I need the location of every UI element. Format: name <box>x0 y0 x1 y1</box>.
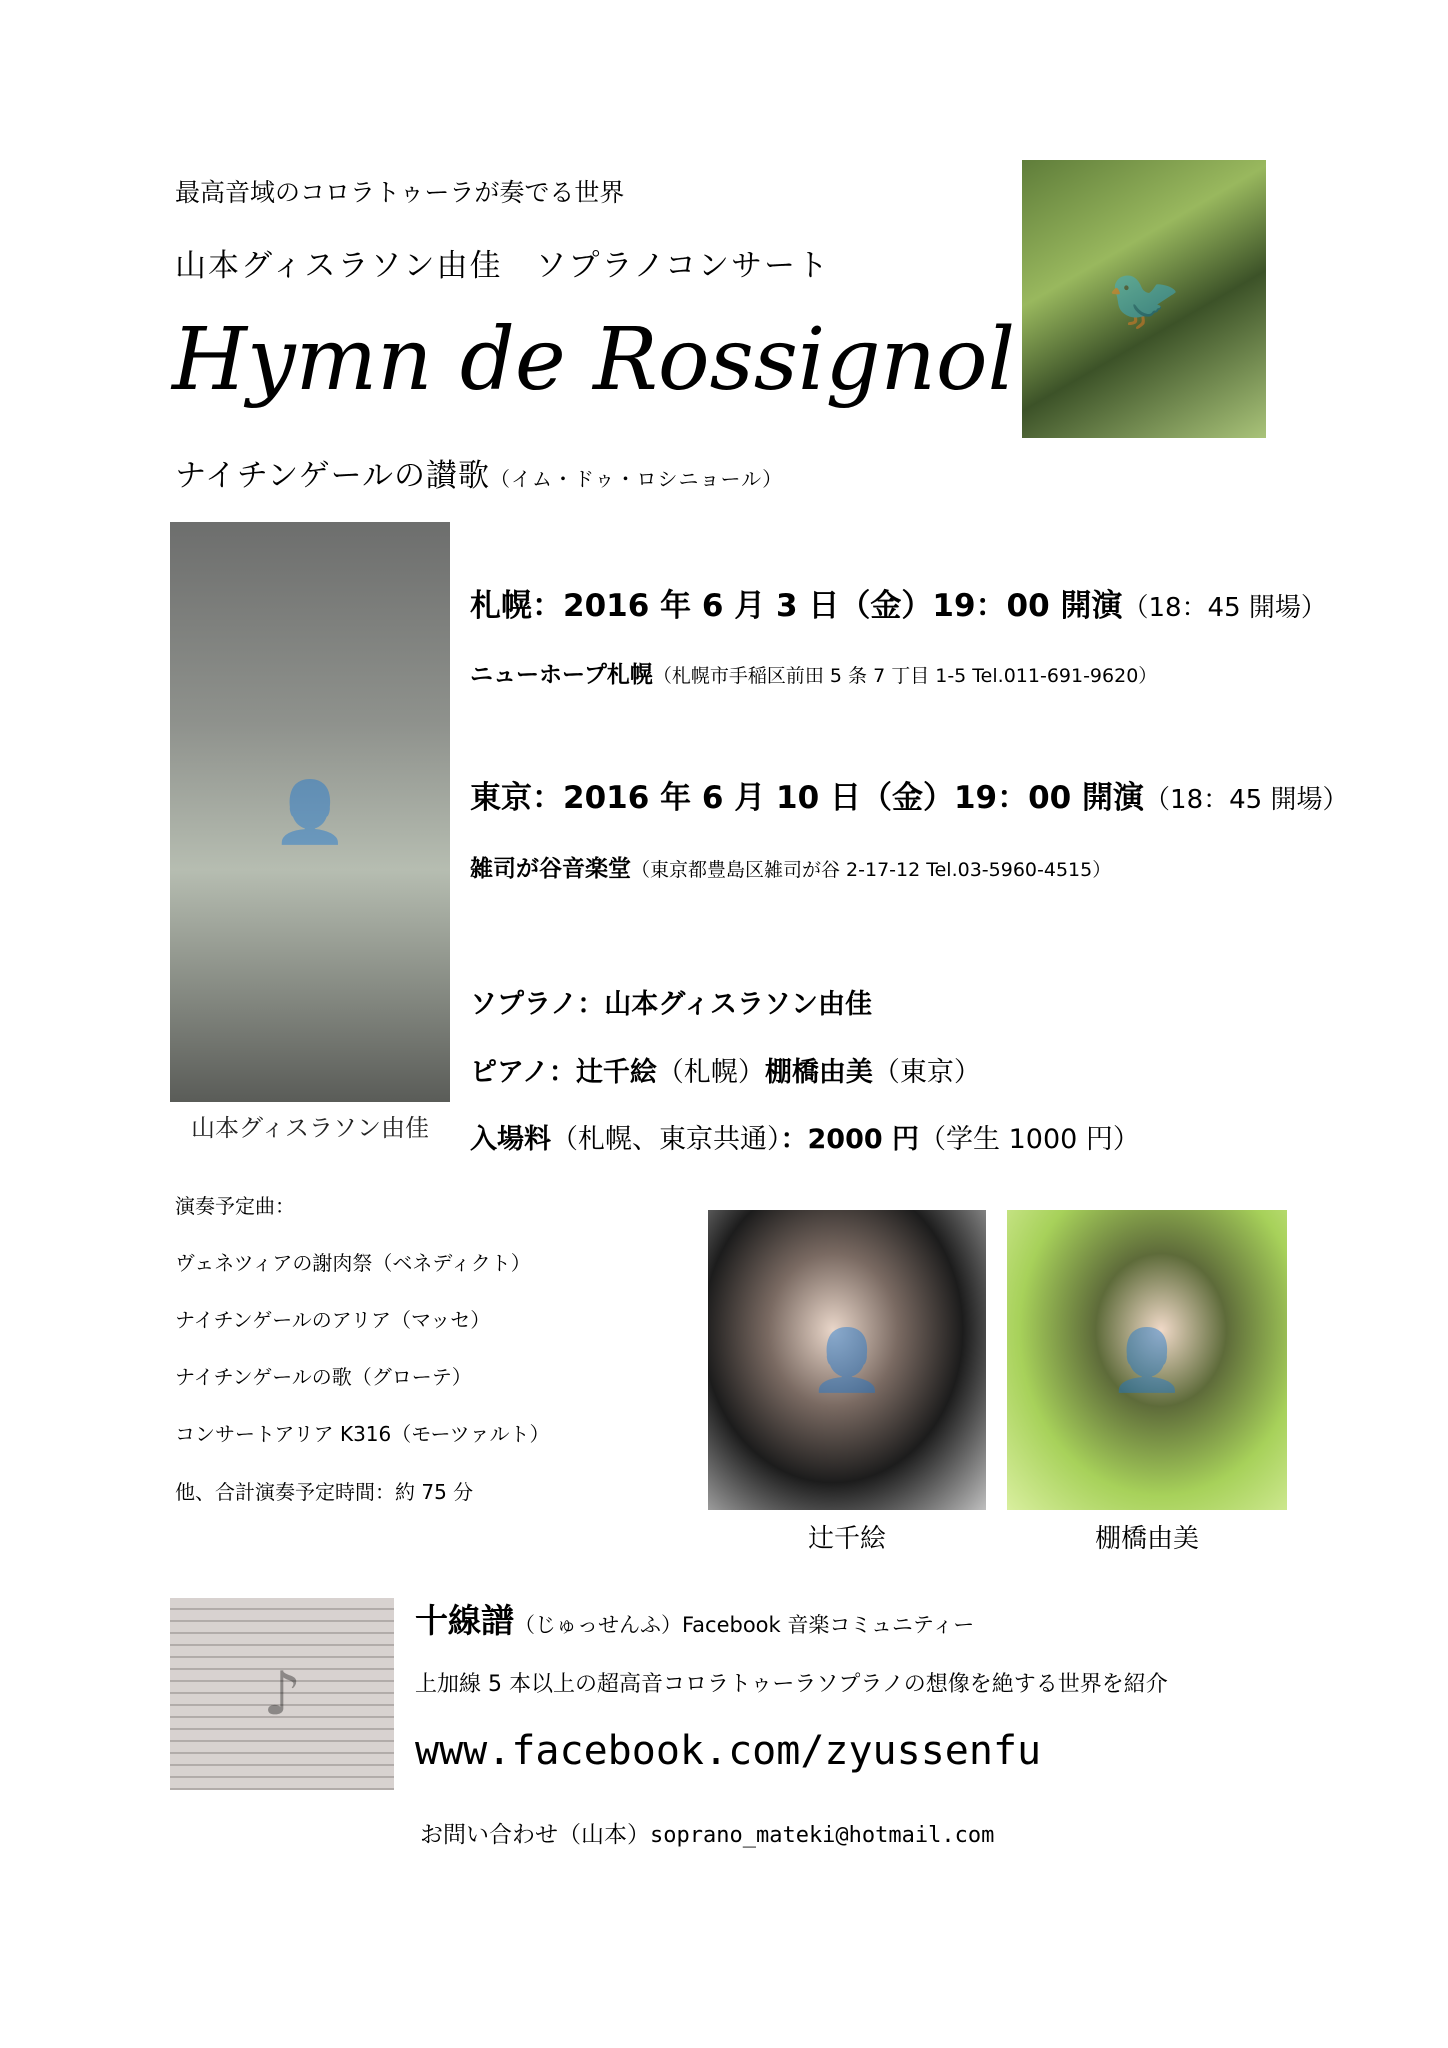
community-reading: （じゅっせんふ）Facebook 音楽コミュニティー <box>514 1613 975 1637</box>
sheet-music-photo <box>170 1598 394 1790</box>
pianist-photo-tanahashi <box>1007 1210 1287 1510</box>
community-title <box>415 1595 974 1642</box>
community-description: 上加線 5 本以上の超高音コロラトゥーラソプラノの想像を絶する世界を紹介 <box>415 1672 1168 1697</box>
contact-email[interactable]: soprano_mateki@hotmail.com <box>650 1823 995 1848</box>
program-item: 他、合計演奏予定時間：約 75 分 <box>175 1480 474 1504</box>
fee-label: 入場料 <box>470 1124 551 1155</box>
event-datetime: ：2016 年 6 月 10 日（金）19：00 開演 <box>532 780 1145 816</box>
community-name: 十線譜 <box>415 1601 514 1640</box>
pianist-photo-tsuji <box>708 1210 986 1510</box>
piano-label: ピアノ <box>470 1057 549 1088</box>
subtitle <box>175 450 783 495</box>
program-item: ナイチンゲールの歌（グローテ） <box>175 1365 472 1389</box>
event-tokyo-datetime <box>470 772 1348 817</box>
person-icon: 👤 <box>1109 1325 1185 1396</box>
piano-line <box>470 1050 981 1089</box>
contact-label: お問い合わせ（山本） <box>420 1822 650 1848</box>
soprano-photo-caption: 山本グィスラソン由佳 <box>190 1114 430 1142</box>
person-icon: 👤 <box>809 1325 885 1396</box>
fee-note: （札幌、東京共通） <box>551 1124 781 1155</box>
concert-title: 山本グィスラソン由佳 ソプラノコンサート <box>175 248 831 284</box>
nightingale-photo <box>1022 160 1266 438</box>
main-title: Hymn de Rossignol <box>172 310 1016 410</box>
event-sapporo-venue <box>470 656 1157 689</box>
music-note-icon: ♪ <box>262 1659 302 1729</box>
soprano-label: ソプラノ <box>470 989 578 1020</box>
venue-name: ニューホープ札幌 <box>470 662 653 688</box>
event-sapporo-datetime <box>470 580 1327 625</box>
venue-name: 雑司が谷音楽堂 <box>470 856 631 882</box>
event-city: 札幌 <box>470 588 532 624</box>
venue-address: （札幌市手稲区前田 5 条 7 丁目 1-5 Tel.011-691-9620） <box>652 665 1158 687</box>
fee-line <box>470 1117 1140 1156</box>
program-item: コンサートアリア K316（モーツァルト） <box>175 1422 550 1446</box>
piano-sep: ： <box>548 1057 576 1088</box>
event-datetime: ：2016 年 6 月 3 日（金）19：00 開演 <box>532 588 1123 624</box>
person-icon: 👤 <box>272 777 348 848</box>
venue-address: （東京都豊島区雑司が谷 2-17-12 Tel.03-5960-4515） <box>631 859 1112 881</box>
fee-student: （学生 1000 円） <box>919 1124 1140 1155</box>
soprano-line <box>470 982 872 1021</box>
subtitle-reading: （イム・ドゥ・ロシニョール） <box>490 467 784 491</box>
program-heading: 演奏予定曲： <box>175 1194 295 1218</box>
event-doors: （18：45 開場） <box>1122 593 1327 623</box>
program-item: ナイチンゲールのアリア（マッセ） <box>175 1308 491 1332</box>
community-url[interactable]: www.facebook.com/zyussenfu <box>415 1728 1042 1774</box>
piano-name-1: 辻千絵 <box>575 1057 657 1088</box>
event-tokyo-venue <box>470 850 1111 883</box>
piano-name-2: 棚橋由美 <box>764 1057 873 1088</box>
event-city: 東京 <box>470 780 532 816</box>
subtitle-main: ナイチンゲールの讃歌 <box>175 458 491 494</box>
tagline: 最高音域のコロラトゥーラが奏でる世界 <box>175 178 625 207</box>
pianist-caption: 棚橋由美 <box>1094 1524 1199 1554</box>
piano-city-2: （東京） <box>872 1057 981 1088</box>
pianist-caption: 辻千絵 <box>807 1524 886 1554</box>
soprano-photo <box>170 522 450 1102</box>
soprano-value: ：山本グィスラソン由佳 <box>577 989 873 1020</box>
contact-line <box>420 1816 994 1849</box>
program-item: ヴェネツィアの謝肉祭（ベネディクト） <box>175 1251 531 1275</box>
piano-city-1: （札幌） <box>656 1057 765 1088</box>
fee-value: ：2000 円 <box>780 1124 920 1155</box>
event-doors: （18：45 開場） <box>1144 785 1349 815</box>
bird-icon: 🐦 <box>1106 264 1182 335</box>
